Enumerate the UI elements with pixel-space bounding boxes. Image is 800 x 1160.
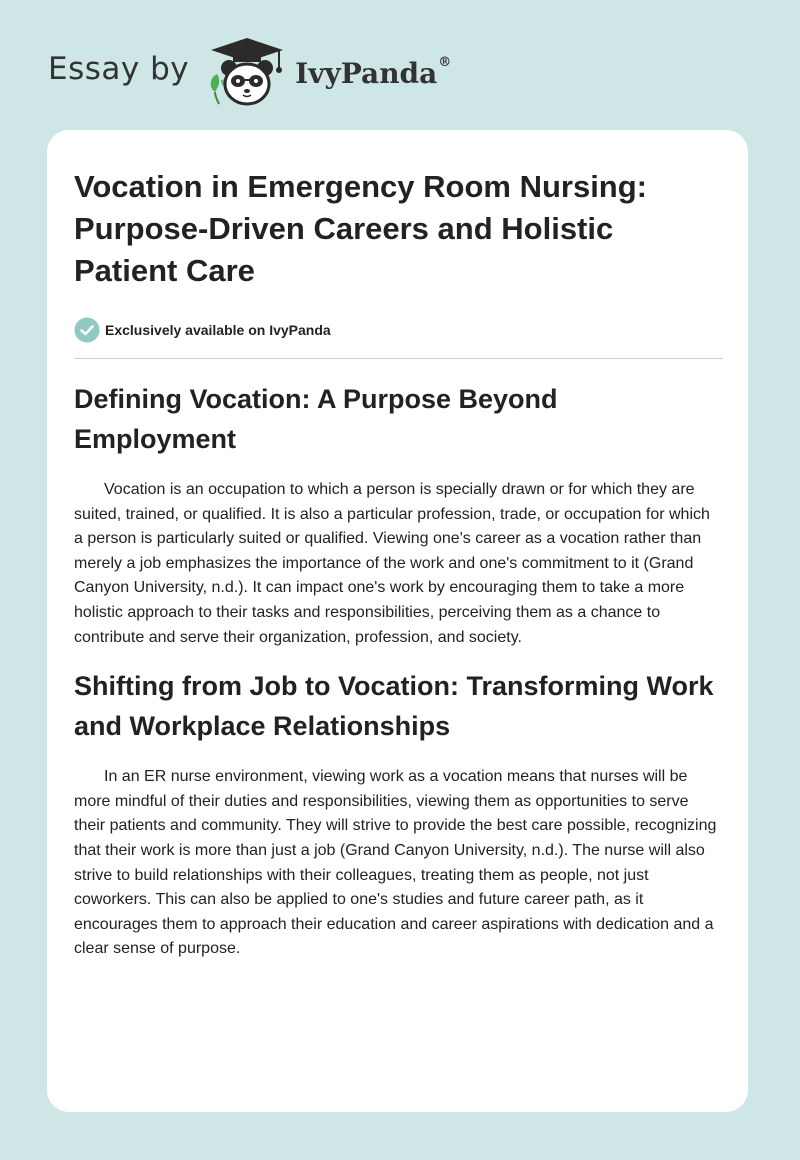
exclusive-badge <box>74 316 723 344</box>
divider <box>74 358 723 359</box>
essay-title: Vocation in Emergency Room Nursing: Purpose-Driven Careers and Holistic Patient Care <box>74 169 648 288</box>
exclusive-badge-label: Exclusively available on IvyPanda <box>105 322 331 338</box>
section-heading-defining-vocation: Defining Vocation: A Purpose Beyond Employment <box>74 384 558 454</box>
essay-by-label: Essay by <box>48 51 190 87</box>
check-circle-icon <box>74 317 100 343</box>
brand-name: IvyPanda® <box>295 54 452 90</box>
section-paragraph-job-to-vocation: In an ER nurse environment, viewing work as a vocation means that nurses will be more mindful of their duties and responsibilities, viewing them as opportunities to serve their patients and community. They will strive to provide the best care possible, recognizing that their work is more than just a job (Grand Canyon University, n.d.). The nurse will also strive to build relationships with their colleagues, treating them as people, not just coworkers. This can also be applied to one's studies and future career path, as it encourages them to approach their education and career aspirations with dedication and a clear sense of purpose. <box>74 768 717 958</box>
ivypanda-logo[interactable] <box>203 34 451 110</box>
site-header <box>48 34 451 110</box>
section-heading-job-to-vocation: Shifting from Job to Vocation: Transforming Work and Workplace Relationships <box>74 671 714 742</box>
essay-content <box>74 166 723 962</box>
section-paragraph-defining-vocation: Vocation is an occupation to which a person is specially drawn or for which they are suited, trained, or qualified. It is also a particular profession, trade, or occupation for which a person is particularly suited or qualified. Viewing one's career as a vocation rather than merely a job emphasizes the importance of the work and one's commitment to it (Grand Canyon University, n.d.). It can impact one's work by encouraging them to take a more holistic approach to their tasks and responsibilities, perceiving them as a chance to contribute and serve their organization, profession, and society. <box>74 481 710 646</box>
panda-graduate-icon <box>203 34 289 110</box>
registered-mark: ® <box>438 54 452 70</box>
essay-card <box>47 130 748 1112</box>
